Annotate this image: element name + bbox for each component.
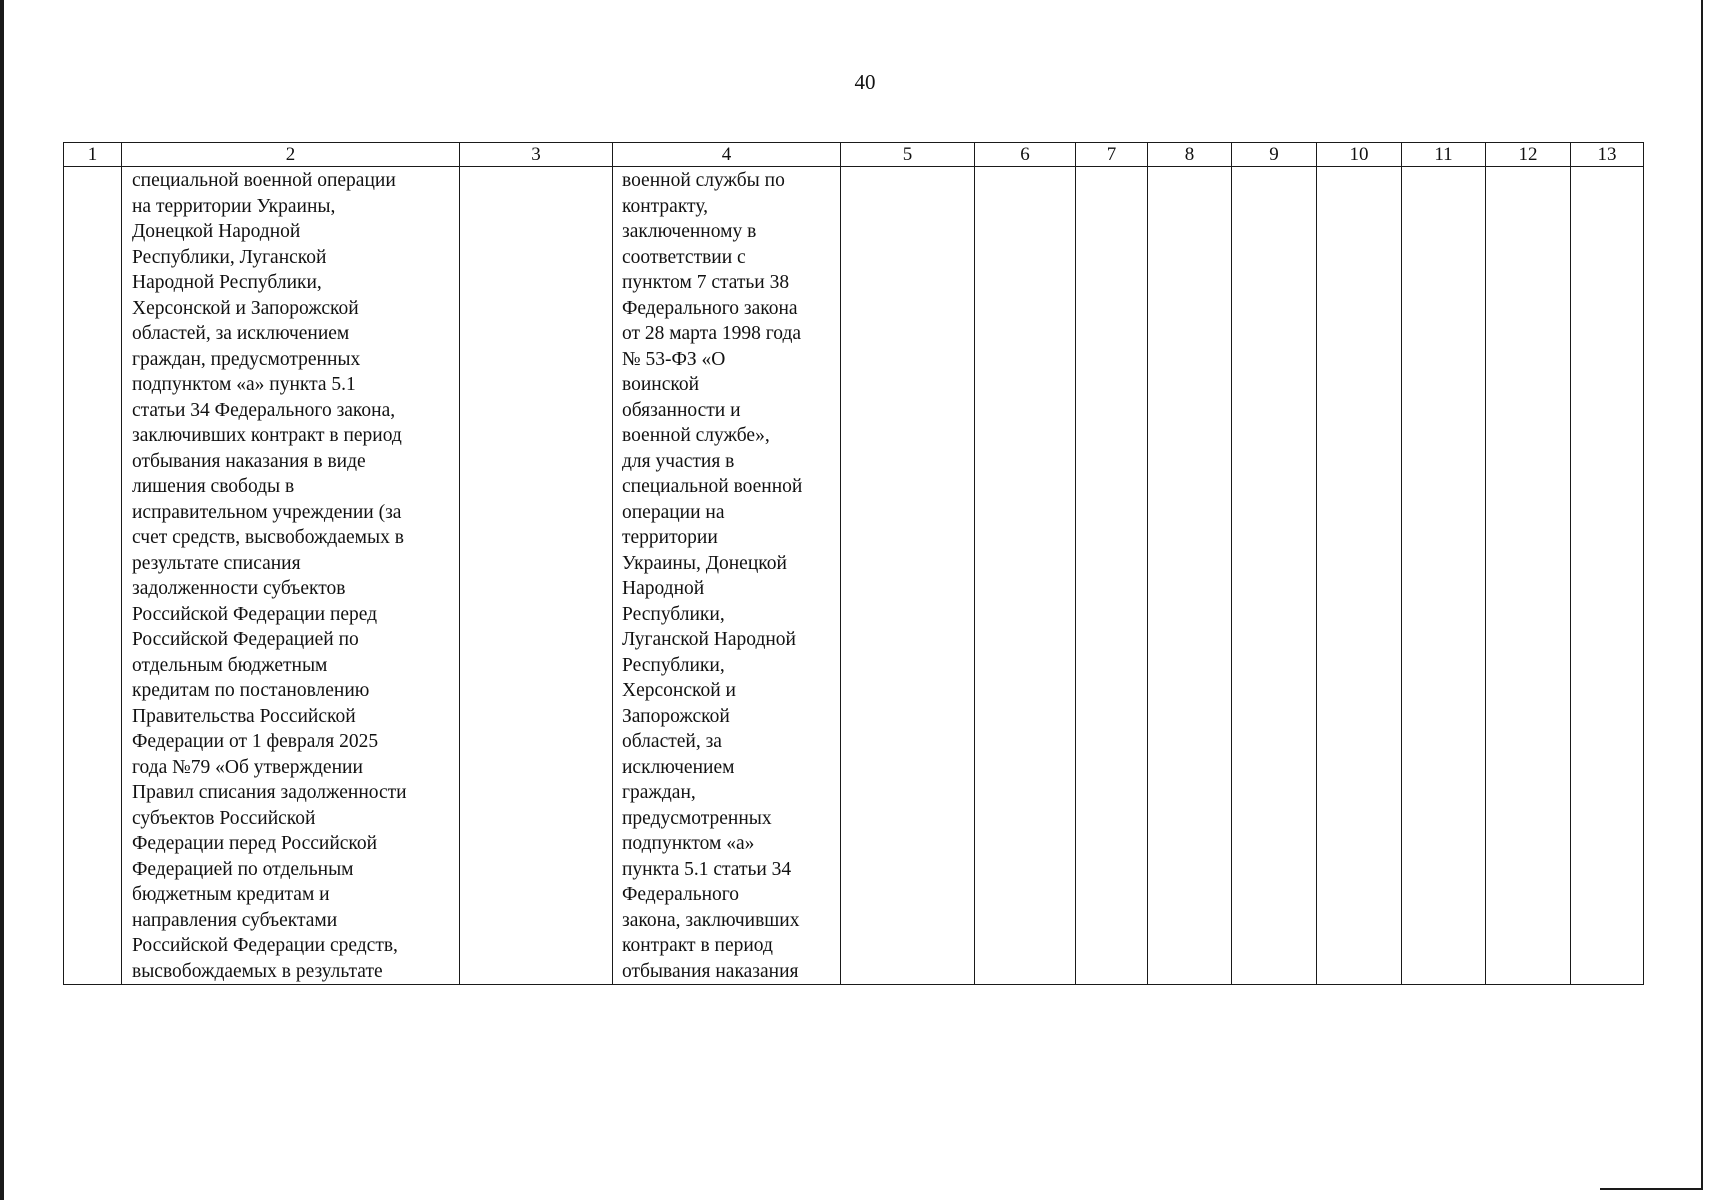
header-cell-8: 8	[1148, 143, 1232, 167]
cell-col-8	[1148, 167, 1232, 985]
header-row	[64, 143, 1644, 167]
cell-col-13	[1571, 167, 1644, 985]
header-cell-9: 9	[1232, 143, 1317, 167]
scan-border-left	[0, 0, 4, 1200]
header-cell-12: 12	[1486, 143, 1571, 167]
cell-col-5	[841, 167, 975, 985]
header-cell-6: 6	[975, 143, 1076, 167]
header-cell-5: 5	[841, 143, 975, 167]
header-cell-13: 13	[1571, 143, 1644, 167]
header-cell-2: 2	[122, 143, 460, 167]
cell-col-4-text: военной службы по контракту, заключенному в соответствии с пунктом 7 статьи 38 Федерального закона от 28 марта 1998 года № 53-ФЗ «О воинской обязанности и военной службе», для участия в специальной военной операции на территории Украины, Донецкой Народной Республики, Луганской Народной Республики, Херсонской и Запорожской областей, за исключением граждан, предусмотренных подпунктом «а» пункта 5.1 статьи 34 Федерального закона, заключивших контракт в период отбывания наказания	[622, 170, 803, 982]
document-table	[63, 142, 1644, 985]
cell-col-2-text: специальной военной операции на территории Украины, Донецкой Народной Республики, Луганской Народной Республики, Херсонской и Запорожской областей, за исключением граждан, предусмотренных подпунктом «а» пункта 5.1 статьи 34 Федерального закона, заключивших контракт в период отбывания наказания в виде лишения свободы в исправительном учреждении (за счет средств, высвобождаемых в результате списания задолженности субъектов Российской Федерации перед Российской Федерацией по отдельным бюджетным кредитам по постановлению Правительства Российской Федерации от 1 февраля 2025 года №79 «Об утверждении Правил списания задолженности субъектов Российской Федерации перед Российской Федерацией по отдельным бюджетным кредитам и направления субъектами Российской Федерации средств, высвобождаемых в результате	[132, 170, 407, 982]
header-cell-11: 11	[1402, 143, 1486, 167]
table-row	[64, 167, 1644, 985]
header-cell-4: 4	[613, 143, 841, 167]
header-cell-7: 7	[1076, 143, 1148, 167]
table-header	[64, 143, 1644, 167]
cell-col-3	[460, 167, 613, 985]
cell-col-12	[1486, 167, 1571, 985]
scan-border-right	[1701, 0, 1703, 1190]
scan-border-bottom	[1600, 1188, 1703, 1190]
cell-col-10	[1317, 167, 1402, 985]
table-body	[64, 167, 1644, 985]
cell-col-7	[1076, 167, 1148, 985]
header-cell-1: 1	[64, 143, 122, 167]
cell-col-9	[1232, 167, 1317, 985]
cell-col-1	[64, 167, 122, 985]
header-cell-3: 3	[460, 143, 613, 167]
cell-col-11	[1402, 167, 1486, 985]
cell-col-4	[613, 167, 841, 985]
page-number: 40	[854, 70, 876, 94]
cell-col-6	[975, 167, 1076, 985]
cell-col-2	[122, 167, 460, 985]
header-cell-10: 10	[1317, 143, 1402, 167]
